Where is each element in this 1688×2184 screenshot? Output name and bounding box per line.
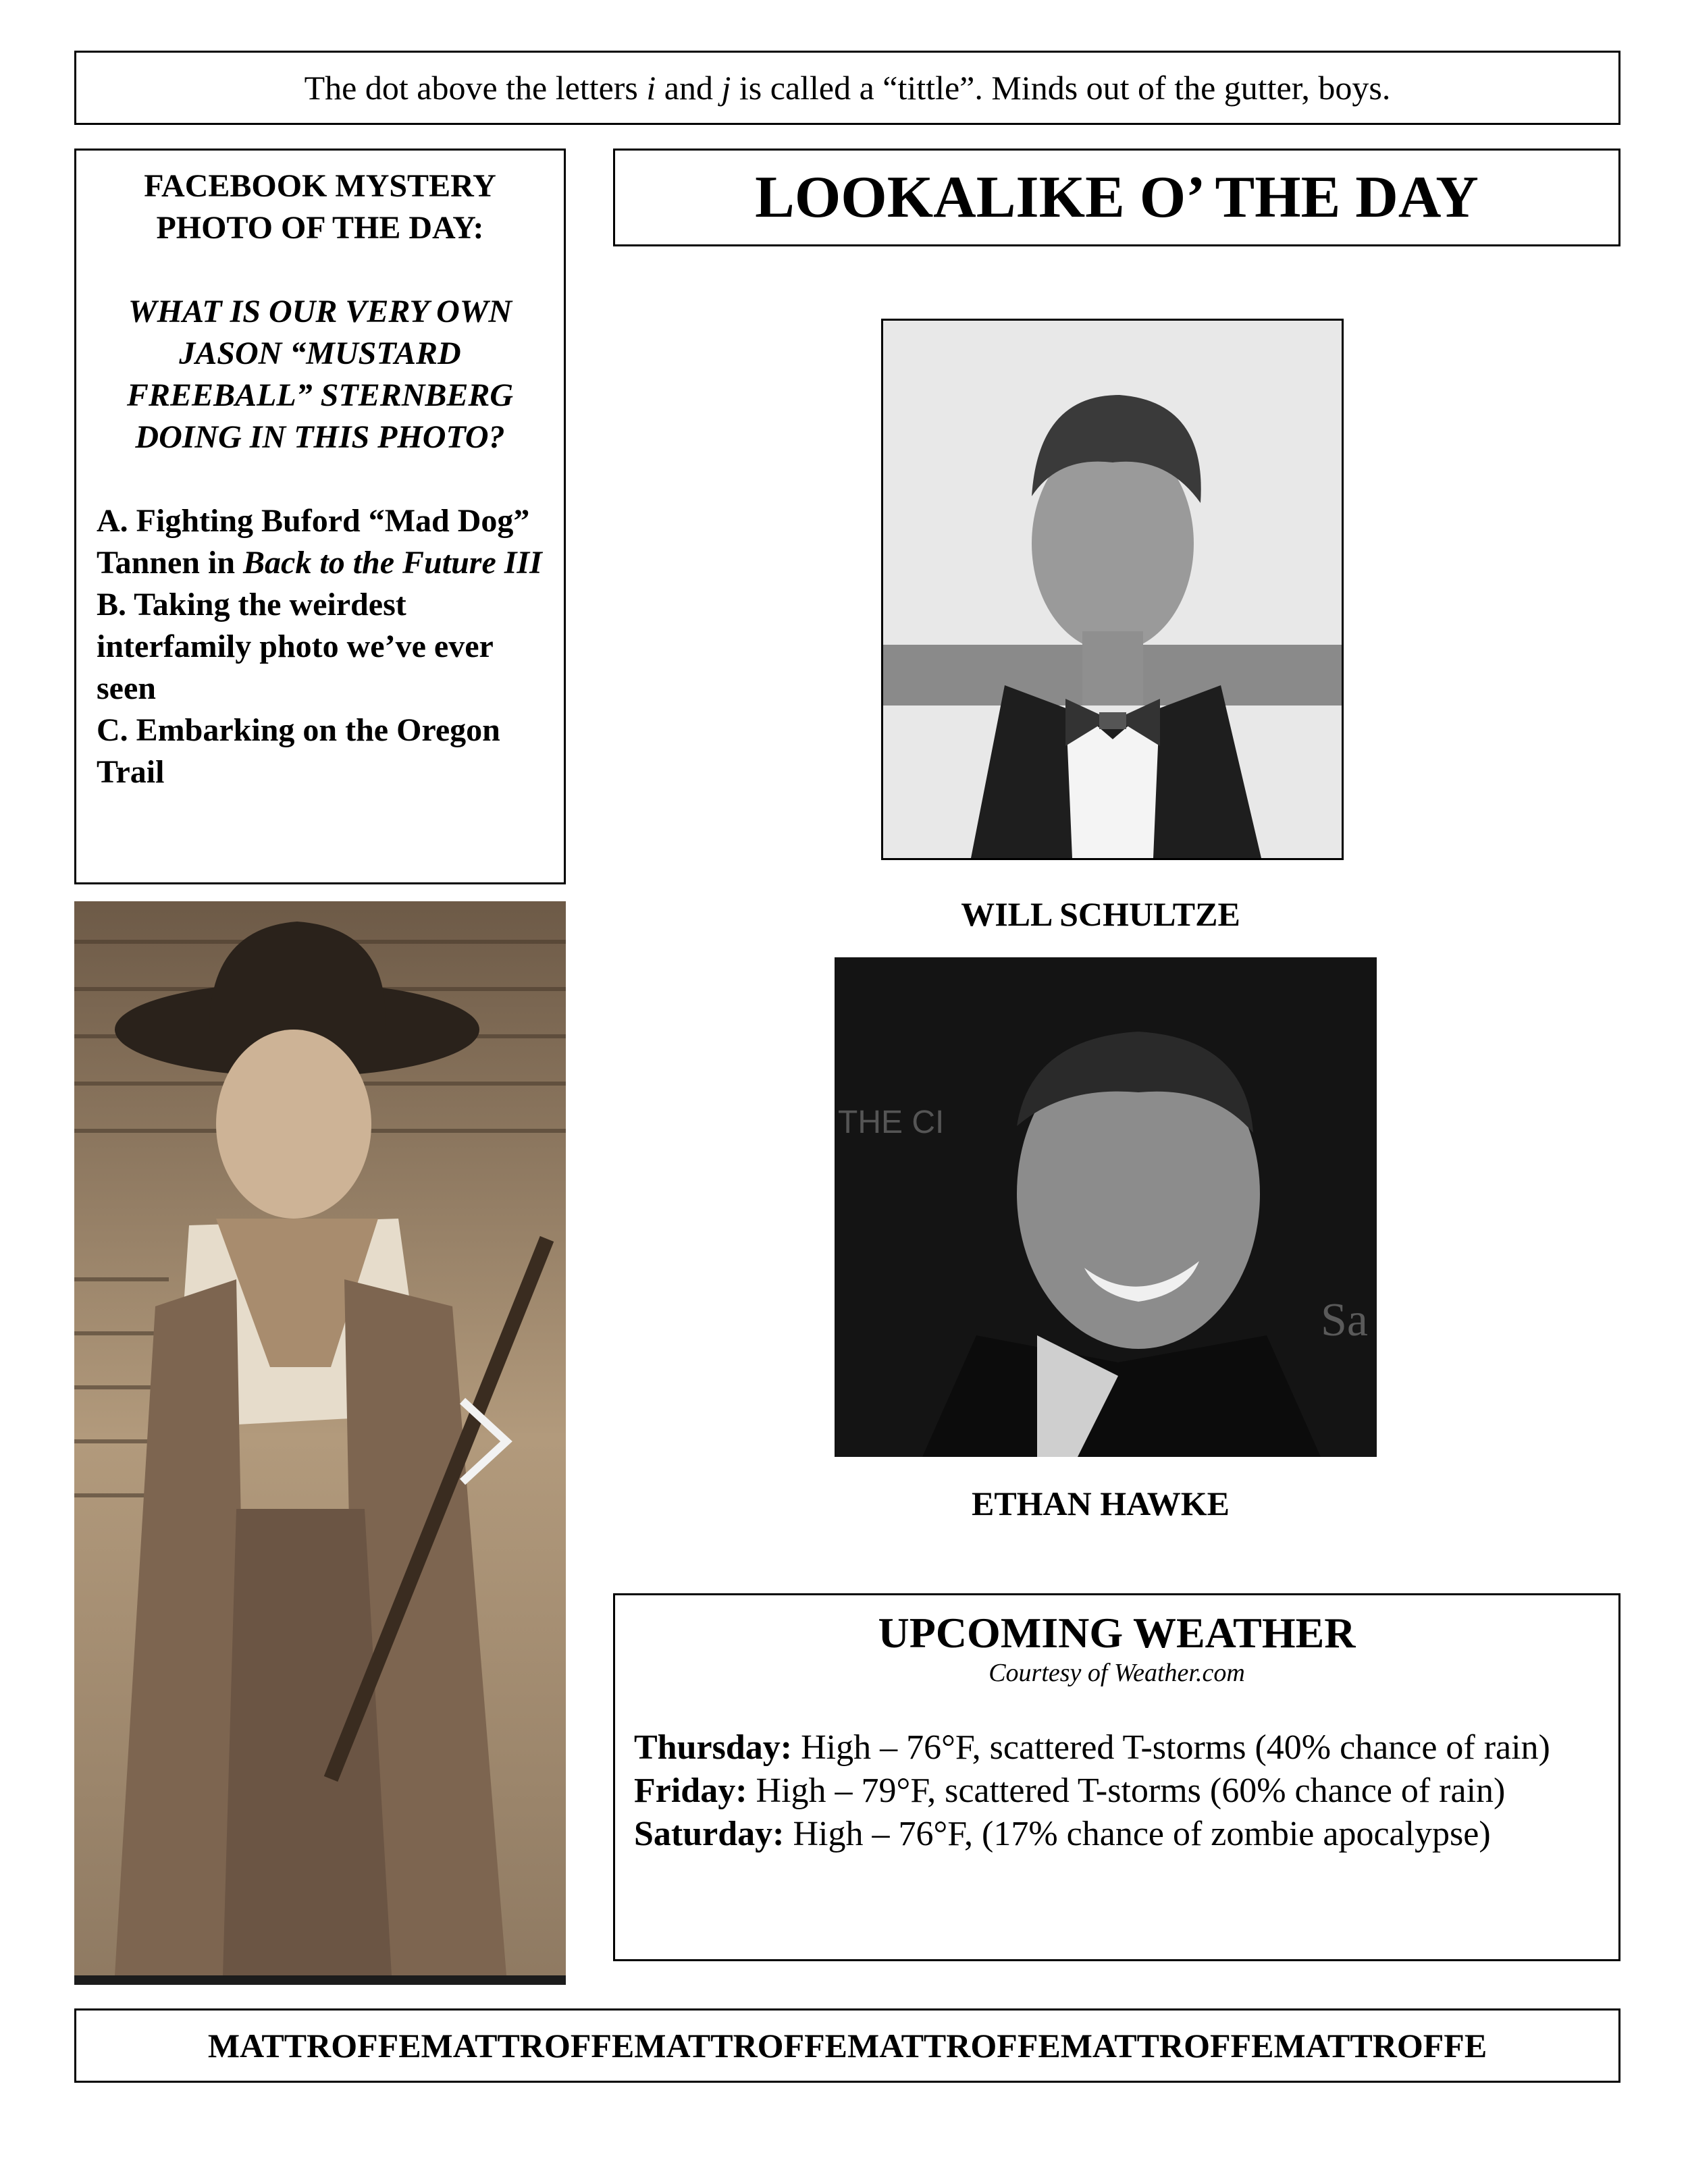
option-c: C. Embarking on the Oregon Trail (97, 712, 500, 790)
will-schultze-photo (881, 319, 1344, 860)
forecast-thursday: Thursday: High – 76°F, scattered T-storms (40% chance of rain) (634, 1728, 1550, 1767)
cowboy-photo (74, 901, 566, 1985)
lookalike-title-box (613, 149, 1620, 246)
ethan-hawke-photo (835, 957, 1377, 1457)
will-schultze-caption: WILL SCHULTZE (961, 895, 1240, 933)
ethan-hawke-caption: ETHAN HAWKE (971, 1485, 1230, 1522)
weather-subtitle: Courtesy of Weather.com (988, 1659, 1245, 1687)
mystery-question: WHAT IS OUR VERY OWN JASON “MUSTARD FREEBALL” STERNBERG DOING IN THIS PHOTO? (126, 294, 514, 455)
forecast-friday: Friday: High – 79°F, scattered T-storms (60% chance of rain) (634, 1772, 1506, 1810)
top-banner (74, 51, 1620, 125)
svg-text:THE CI: THE CI (838, 1104, 945, 1140)
option-a: A. Fighting Buford “Mad Dog” Tannen in Back to the Future III (97, 503, 542, 581)
option-b: B. Taking the weirdest interfamily photo we’ve ever seen (97, 587, 493, 706)
mystery-title: FACEBOOK MYSTERY PHOTO OF THE DAY: (144, 168, 496, 246)
mystery-options (97, 500, 544, 793)
bottom-banner-text: MATTROFFEMATTROFFEMATTROFFEMATTROFFEMATTROFFEMATTROFFE (207, 2027, 1487, 2065)
lookalike-title: LOOKALIKE O’ THE DAY (755, 165, 1479, 230)
weather-forecast-list (634, 1726, 1600, 1856)
top-banner-text: The dot above the letters i and j is called a “tittle”. Minds out of the gutter, boys. (304, 69, 1391, 107)
forecast-saturday: Saturday: High – 76°F, (17% chance of zombie apocalypse) (634, 1815, 1491, 1853)
mystery-photo-box (74, 149, 566, 884)
bottom-banner (74, 2008, 1620, 2083)
weather-box (613, 1593, 1620, 1961)
weather-title: UPCOMING WEATHER (878, 1609, 1356, 1657)
svg-text:Sa: Sa (1321, 1294, 1368, 1346)
